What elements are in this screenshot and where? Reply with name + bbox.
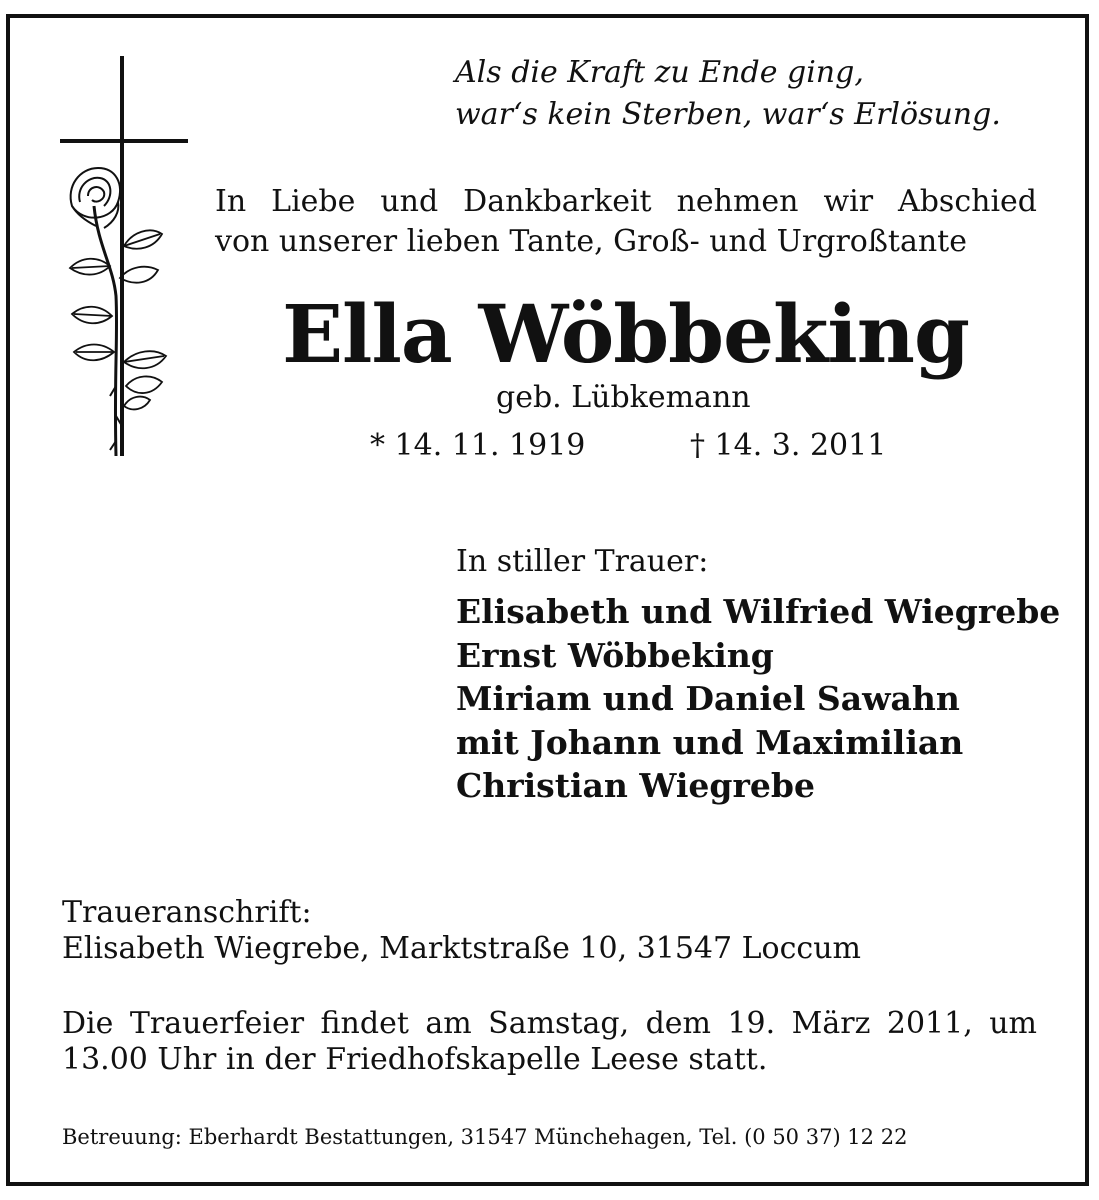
mourner-name: Miriam und Daniel Sawahn xyxy=(456,679,960,718)
ceremony-line-2: 13.00 Uhr in der Friedhofskapelle Leese statt. xyxy=(62,1042,768,1077)
mourners-label: In stiller Trauer: xyxy=(456,544,709,579)
ceremony-line-1: Die Trauerfeier findet am Samstag, dem 19. März 2011, um xyxy=(62,1006,1037,1041)
funeral-home-info: Betreuung: Eberhardt Bestattungen, 31547 Münchehagen, Tel. (0 50 37) 12 22 xyxy=(62,1125,908,1149)
ceremony-info xyxy=(62,1006,1037,1078)
motto-line-1: Als die Kraft zu Ende ging, xyxy=(455,55,864,90)
intro-line-1: In Liebe und Dankbarkeit nehmen wir Abschied xyxy=(215,184,1037,219)
mourners-list xyxy=(456,590,1060,808)
motto xyxy=(455,52,1001,136)
intro-text xyxy=(215,182,1037,262)
mourner-name: Ernst Wöbbeking xyxy=(456,635,774,675)
birth-date: * 14. 11. 1919 xyxy=(370,428,586,463)
cross-with-rose-icon xyxy=(58,56,190,456)
mourning-address xyxy=(62,895,861,967)
deceased-name: Ella Wöbbeking xyxy=(282,287,969,381)
address-label: Traueranschrift: xyxy=(62,895,312,930)
mourner-name: Christian Wiegrebe xyxy=(456,766,815,805)
mourner-name: mit Johann und Maximilian xyxy=(456,722,964,762)
birth-name: geb. Lübkemann xyxy=(496,380,751,415)
intro-line-2: von unserer lieben Tante, Groß- und Urgroßtante xyxy=(215,224,967,259)
motto-line-2: war‘s kein Sterben, war‘s Erlösung. xyxy=(455,97,1001,132)
mourner-name: Elisabeth und Wilfried Wiegrebe xyxy=(456,592,1061,631)
death-date: † 14. 3. 2011 xyxy=(690,428,887,463)
address-value: Elisabeth Wiegrebe, Marktstraße 10, 31547 Loccum xyxy=(62,931,861,966)
